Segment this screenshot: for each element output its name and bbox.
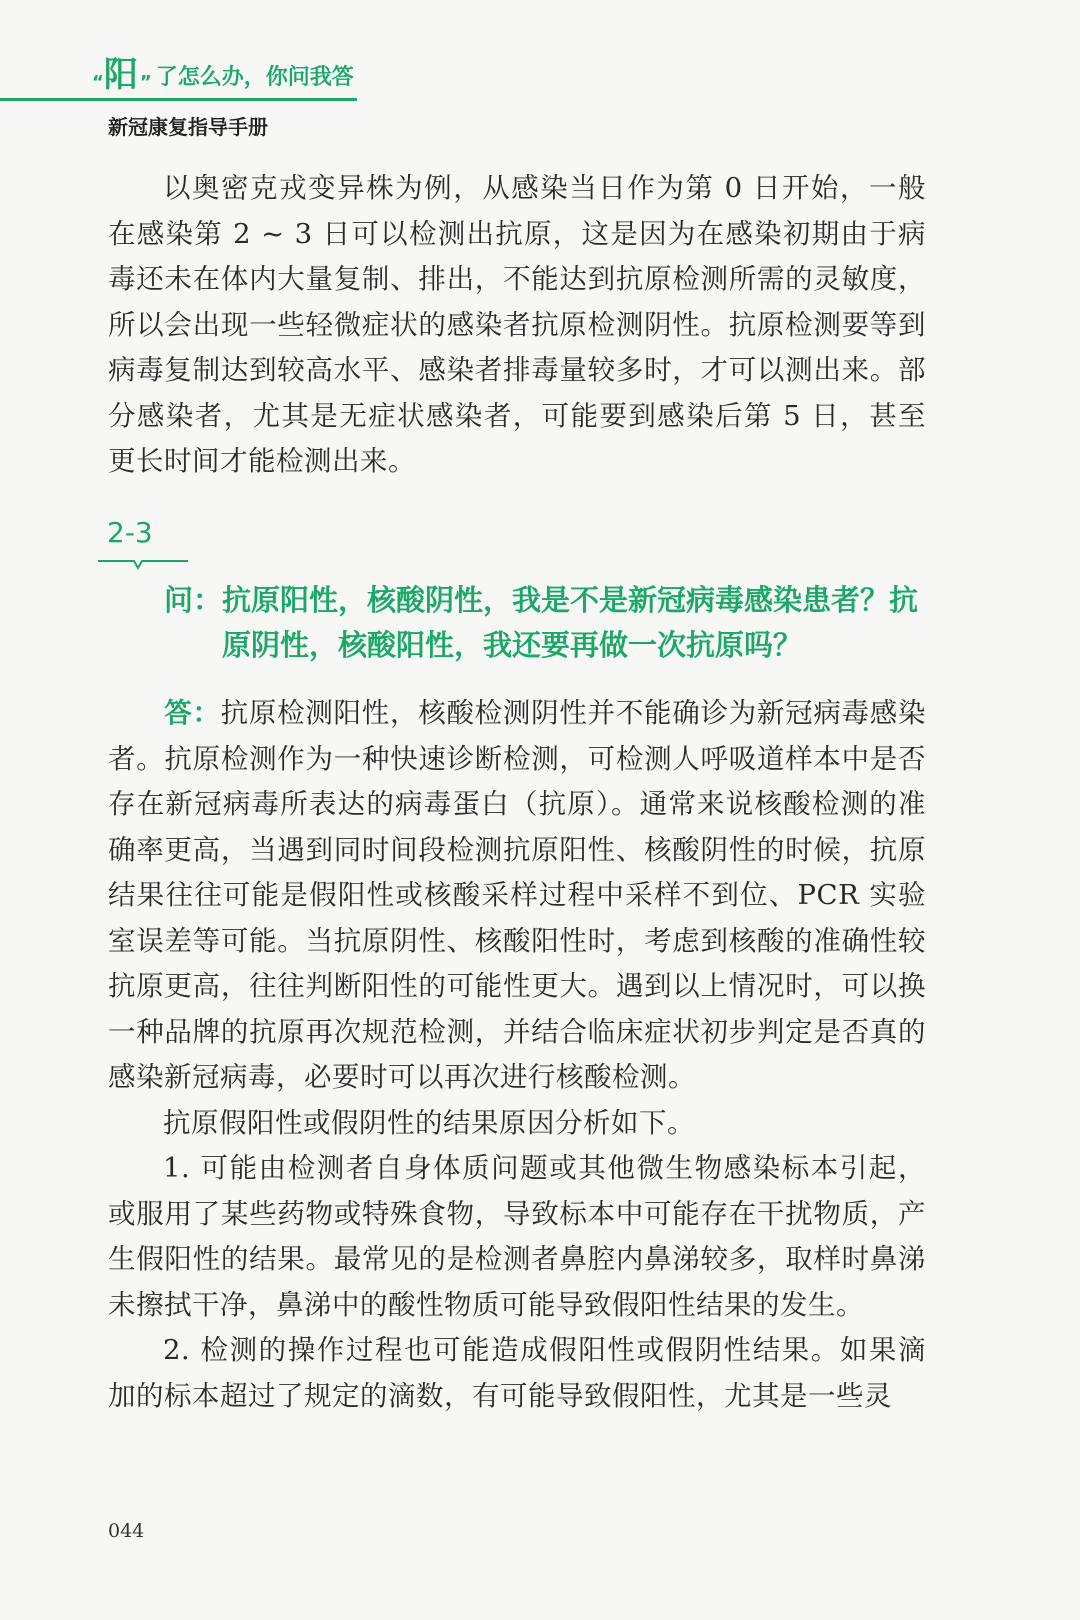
quote-open: “ bbox=[92, 72, 104, 93]
question bbox=[164, 578, 932, 668]
analysis-point-2: 2. 检测的操作过程也可能造成假阳性或假阴性结果。如果滴加的标本超过了规定的滴数，有可能导致假阳性，尤其是一些灵 bbox=[108, 1334, 926, 1412]
header-rule bbox=[0, 98, 357, 101]
section-number: 2-3 bbox=[107, 516, 153, 549]
intro-block bbox=[108, 166, 926, 485]
page-number: 044 bbox=[108, 1520, 145, 1542]
section-underline bbox=[98, 558, 188, 572]
analysis-intro: 抗原假阳性或假阴性的结果原因分析如下。 bbox=[163, 1106, 695, 1139]
analysis-point-1: 1. 可能由检测者自身体质问题或其他微生物感染标本引起，或服用了某些药物或特殊食物，导致标本中可能存在干扰物质，产生假阳性的结果。最常见的是检测者鼻腔内鼻涕较多，取样时鼻涕未擦拭干净，鼻涕中的酸性物质可能导致假阳性结果的发生。 bbox=[108, 1152, 926, 1321]
answer-label: 答： bbox=[164, 697, 221, 729]
answer-text: 抗原检测阳性，核酸检测阴性并不能确诊为新冠病毒感染者。抗原检测作为一种快速诊断检测，可检测人呼吸道样本中是否存在新冠病毒所表达的病毒蛋白（抗原）。通常来说核酸检测的准确率更高，当遇到同时间段检测抗原阳性、核酸阴性的时候，抗原结果往往可能是假阳性或核酸采样过程中采样不到位、PCR 实验室误差等可能。当抗原阴性、核酸阳性时，考虑到核酸的准确性较抗原更高，往往判断阳性的可能性更大。遇到以上情况时，可以换一种品牌的抗原再次规范检测，并结合临床症状初步判定是否真的感染新冠病毒，必要时可以再次进行核酸检测。 bbox=[108, 697, 927, 1093]
quote-close: ” bbox=[139, 72, 152, 93]
answer-paragraph bbox=[52, 691, 926, 1101]
book-subtitle: 新冠康复指导手册 bbox=[108, 115, 268, 139]
question-text: 抗原阳性，核酸阴性，我是不是新冠病毒感染患者？抗原阴性，核酸阳性，我还要再做一次抗原吗？ bbox=[222, 583, 919, 662]
title-rest: 了怎么办，你问我答 bbox=[155, 65, 354, 90]
title-yang: 阳 bbox=[103, 55, 138, 95]
intro-paragraph: 以奥密克戎变异株为例，从感染当日作为第 0 日开始，一般在感染第 2 ~ 3 日可以检测出抗原，这是因为在感染初期由于病毒还未在体内大量复制、排出，不能达到抗原检测所需的灵敏度，所以会出现一些轻微症状的感染者抗原检测阴性。抗原检测要等到病毒复制达到较高水平、感染者排毒量较多时，才可以测出来。部分感染者，尤其是无症状感染者，可能要到感染后第 5 日，甚至更长时间才能检测出来。 bbox=[108, 172, 926, 477]
book-title bbox=[92, 55, 354, 95]
question-label: 问： bbox=[164, 583, 223, 617]
answer-block bbox=[108, 691, 926, 1419]
